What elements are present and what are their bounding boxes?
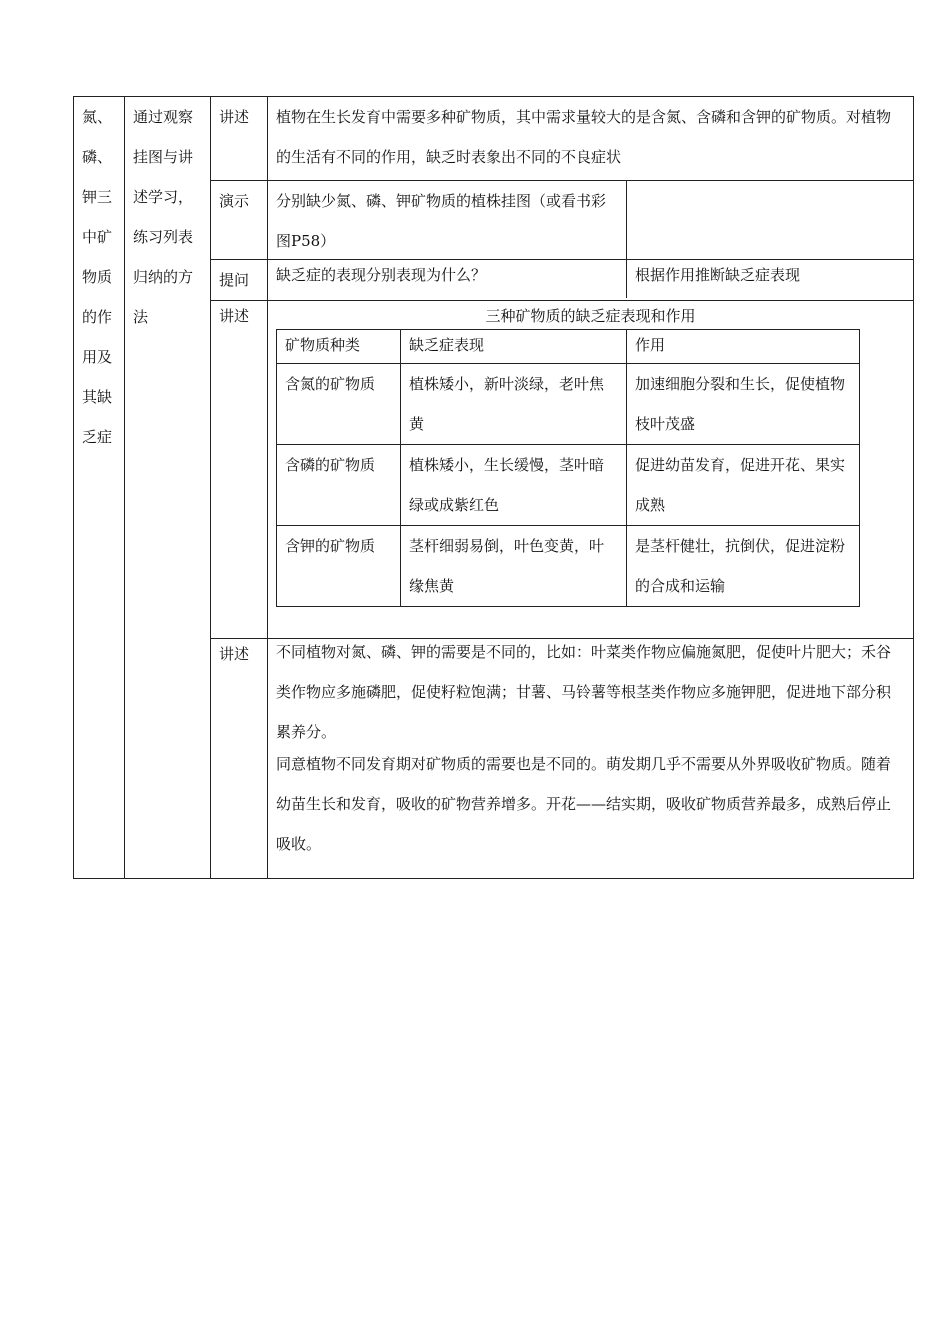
method-cell xyxy=(125,97,211,879)
row-content xyxy=(268,260,914,301)
row-content: 植物在生长发育中需要多种矿物质，其中需求量较大的是含氮、含磷和含钾的矿物质。对植物的生活有不同的作用，缺乏时表象出不同的不良症状 xyxy=(268,97,914,181)
summary-cell: 加速细胞分裂和生长，促使植物枝叶茂盛 xyxy=(627,364,860,445)
topic-cell xyxy=(74,97,125,879)
paragraph: 同意植物不同发育期对矿物质的需要也是不同的。萌发期几乎不需要从外界吸收矿物质。随着幼苗生长和发育，吸收的矿物营养增多。开花——结实期，吸收矿物质营养最多，成熟后停止吸收。 xyxy=(276,755,892,853)
summary-cell: 植株矮小，生长缓慢，茎叶暗绿或成紫红色 xyxy=(401,445,627,526)
question-right: 根据作用推断缺乏症表现 xyxy=(635,266,801,284)
summary-cell: 是茎杆健壮，抗倒伏，促进淀粉的合成和运输 xyxy=(627,526,860,607)
summary-table-cell xyxy=(268,301,914,639)
summary-table-title: 三种矿物质的缺乏症表现和作用 xyxy=(485,307,696,325)
row-label: 讲述 xyxy=(211,301,268,639)
summary-table xyxy=(276,329,860,607)
summary-cell: 含磷的矿物质 xyxy=(277,445,401,526)
summary-header: 缺乏症表现 xyxy=(401,330,627,364)
row-content xyxy=(268,639,914,879)
row-label: 讲述 xyxy=(211,639,268,879)
summary-cell: 含氮的矿物质 xyxy=(277,364,401,445)
lesson-table-wrapper xyxy=(73,96,914,879)
question-text: 缺乏症的表现分别表现为什么？ xyxy=(268,260,627,298)
demo-text: 分别缺少氮、磷、钾矿物质的植株挂图（或看书彩图P58） xyxy=(268,181,627,259)
summary-cell: 促进幼苗发育，促进开花、果实成熟 xyxy=(627,445,860,526)
summary-cell: 植株矮小，新叶淡绿，老叶焦黄 xyxy=(401,364,627,445)
summary-cell: 茎杆细弱易倒，叶色变黄，叶缘焦黄 xyxy=(401,526,627,607)
row-label: 演示 xyxy=(211,181,268,260)
summary-header: 作用 xyxy=(627,330,860,364)
lesson-table xyxy=(73,96,914,879)
row-label: 提问 xyxy=(211,260,268,301)
paragraph: 不同植物对氮、磷、钾的需要是不同的，比如：叶菜类作物应偏施氮肥，促使叶片肥大；禾谷类作物应多施磷肥，促使籽粒饱满；甘薯、马铃薯等根茎类作物应多施钾肥，促进地下部分积累养分。 xyxy=(276,643,892,741)
demo-right xyxy=(627,181,913,259)
row-content xyxy=(268,181,914,260)
summary-cell: 含钾的矿物质 xyxy=(277,526,401,607)
row-label: 讲述 xyxy=(211,97,268,181)
topic-text: 氮、磷、钾三中矿物质的作用及其缺乏症 xyxy=(82,108,113,446)
summary-header: 矿物质种类 xyxy=(277,330,401,364)
method-text: 通过观察挂图与讲述学习，练习列表归纳的方法 xyxy=(133,108,194,326)
